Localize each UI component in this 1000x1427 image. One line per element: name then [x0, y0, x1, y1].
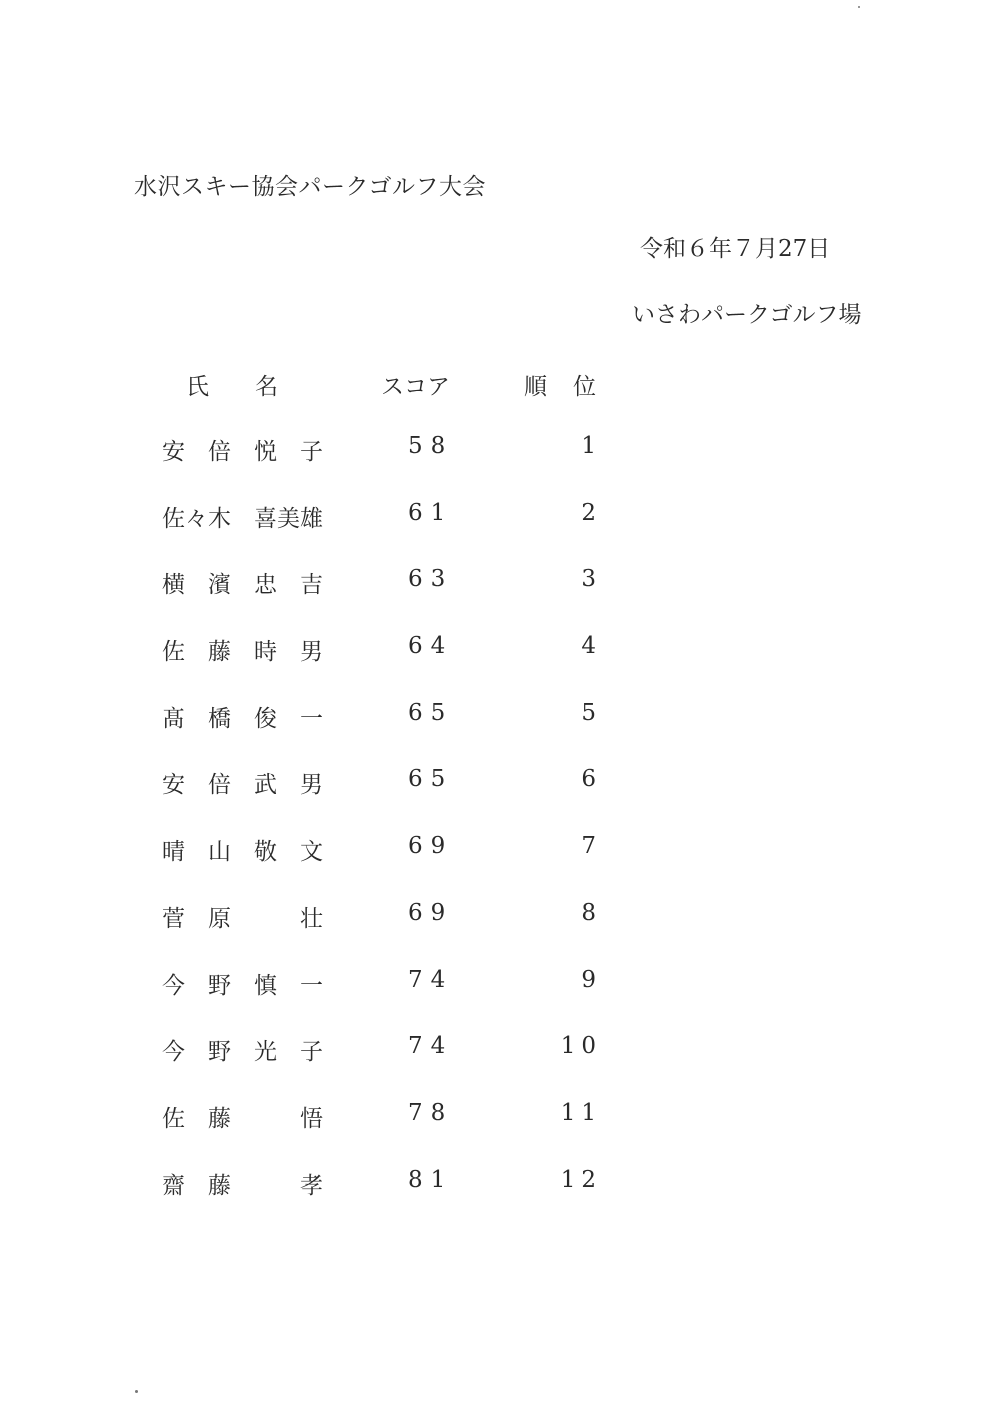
- player-name: 佐 藤 悟: [162, 1105, 323, 1132]
- player-score: 81: [408, 1166, 454, 1193]
- player-name: 菅 原 壮: [162, 905, 323, 932]
- player-name: 晴 山 敬 文: [162, 839, 323, 866]
- player-score: 58: [408, 433, 454, 459]
- results-table: [0, 433, 1000, 1233]
- header-rank: 順位: [524, 374, 622, 400]
- player-rank: 5: [581, 699, 602, 726]
- player-name: 佐々木 喜美雄: [162, 505, 323, 532]
- player-score: 64: [408, 633, 454, 660]
- header-score: スコア: [381, 374, 450, 400]
- document-title: 水沢スキー協会パークゴルフ大会: [134, 174, 487, 200]
- table-row: [0, 566, 1000, 633]
- player-score: 69: [408, 833, 454, 860]
- player-rank: 7: [581, 833, 602, 860]
- player-rank: 8: [581, 899, 602, 926]
- player-name: 髙 橋 俊 一: [162, 705, 323, 732]
- scan-speck: [858, 6, 860, 8]
- player-score: 61: [408, 499, 454, 526]
- table-row: [0, 633, 1000, 700]
- table-row: [0, 1100, 1000, 1167]
- player-rank: 11: [560, 1099, 602, 1126]
- event-date: 令和６年７月27日: [640, 236, 831, 262]
- event-venue: いさわパークゴルフ場: [632, 302, 862, 328]
- player-rank: 1: [581, 433, 602, 459]
- player-score: 65: [408, 766, 454, 793]
- table-row: [0, 900, 1000, 967]
- player-score: 74: [408, 966, 454, 993]
- player-score: 63: [408, 566, 454, 593]
- header-name: 氏名: [186, 374, 324, 400]
- player-rank: 12: [560, 1166, 602, 1193]
- table-row: [0, 1167, 1000, 1234]
- player-name: 齋 藤 孝: [162, 1172, 323, 1199]
- player-rank: 3: [581, 566, 602, 593]
- player-score: 78: [408, 1099, 454, 1126]
- player-rank: 10: [560, 1033, 602, 1060]
- table-row: [0, 766, 1000, 833]
- player-rank: 9: [581, 966, 602, 993]
- table-row: [0, 833, 1000, 900]
- table-row: [0, 1033, 1000, 1100]
- player-name: 今 野 光 子: [162, 1039, 323, 1066]
- player-name: 今 野 慎 一: [162, 972, 323, 999]
- table-row: [0, 433, 1000, 500]
- player-name: 安 倍 悦 子: [162, 439, 323, 465]
- player-name: 安 倍 武 男: [162, 772, 323, 799]
- player-score: 65: [408, 699, 454, 726]
- player-rank: 2: [581, 499, 602, 526]
- player-score: 69: [408, 899, 454, 926]
- table-row: [0, 500, 1000, 567]
- table-row: [0, 700, 1000, 767]
- scan-speck: [135, 1390, 138, 1393]
- table-row: [0, 967, 1000, 1034]
- player-score: 74: [408, 1033, 454, 1060]
- player-rank: 4: [581, 633, 602, 660]
- player-rank: 6: [581, 766, 602, 793]
- player-name: 横 濱 忠 吉: [162, 572, 323, 599]
- player-name: 佐 藤 時 男: [162, 639, 323, 666]
- results-table-header: [0, 368, 1000, 404]
